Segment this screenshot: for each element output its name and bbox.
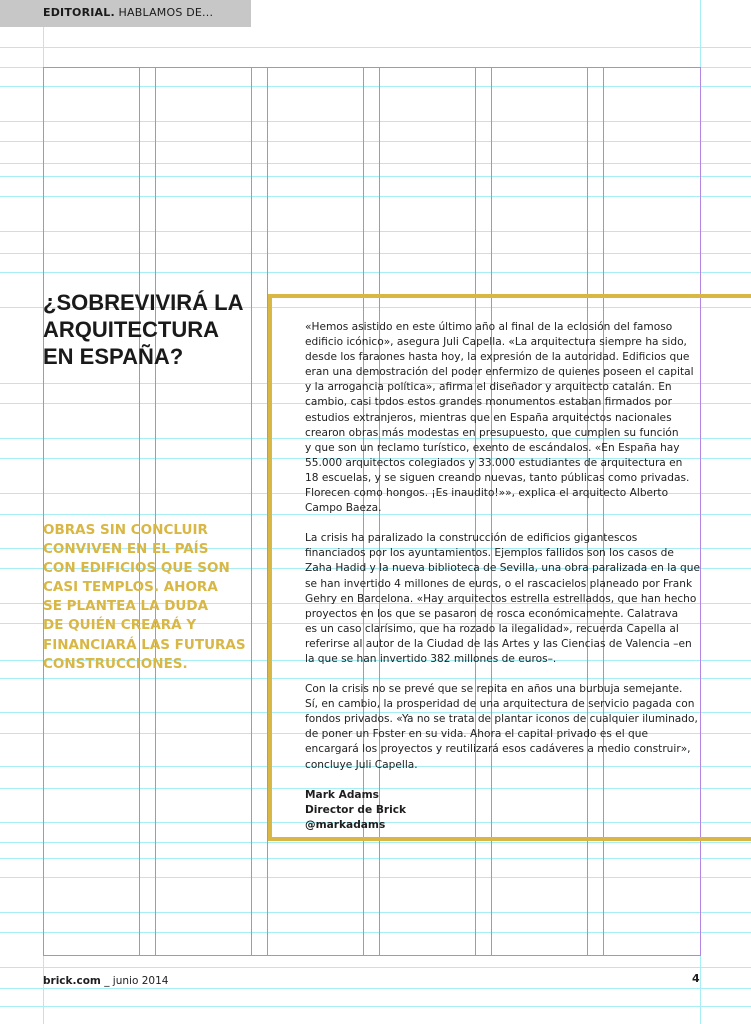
subtitle-line: OBRAS SIN CONCLUIR: [43, 522, 208, 538]
article-body: [305, 320, 750, 833]
subtitle-line: FINANCIARÁ LAS FUTURAS: [43, 636, 246, 653]
title-line: ¿SOBREVIVIRÁ LA: [43, 290, 244, 315]
footer-site: brick.com: [43, 975, 101, 987]
body-line: fondos privados. «Ya no se trata de plantar iconos de cualquier iluminado,: [305, 713, 698, 726]
subtitle-line: DE QUIÉN CREARÁ Y: [43, 617, 197, 634]
article-subtitle: [43, 521, 258, 674]
body-line: Zaha Hadid y la nueva biblioteca de Sevilla, una obra paralizada en la que: [305, 562, 700, 575]
author-name: Mark Adams: [305, 788, 379, 801]
author-signature: [305, 788, 750, 833]
subtitle-line: CON EDIFICIOS QUE SON: [43, 560, 230, 577]
body-line: y que son un reclamo turístico, exento de escándalos. «En España hay: [305, 441, 680, 454]
section-label: EDITORIAL.: [43, 6, 115, 19]
body-line: proyectos en los que se pasaron de rosca económicamente. Calatrava: [305, 607, 679, 620]
page-number: 4: [692, 972, 700, 985]
footer-date: _ junio 2014: [100, 975, 169, 987]
section-header: [0, 0, 251, 27]
body-line: encargará los proyectos y reutilizará esos cadáveres a medio construir»,: [305, 743, 691, 756]
article-title: [43, 289, 263, 370]
body-line: se han invertido 4 millones de euros, o el rascacielos planeado por Frank: [305, 577, 693, 590]
body-line: financiados por los ayuntamientos. Ejemplos fallidos son los casos de: [305, 547, 674, 560]
body-line: desde los faraones hasta hoy, la expresión de la autoridad. Edificios que: [305, 351, 690, 364]
subtitle-line: CONSTRUCCIONES.: [43, 655, 188, 672]
body-line: Gehry en Barcelona. «Hay arquitectos estrella estrellados, que han hecho: [305, 592, 697, 605]
subtitle-line: CONVIVEN EN EL PAÍS: [43, 541, 209, 558]
paragraph-1: [305, 320, 750, 516]
body-line: de poner un Foster en su vida. Ahora el capital privado es el que: [305, 728, 649, 741]
author-role: Director de Brick: [305, 803, 407, 816]
body-line: y la arrogancia política», afirma el diseñador y arquitecto catalán. En: [305, 381, 672, 394]
body-line: referirse al autor de la Ciudad de las Artes y las Ciencias de Valencia –en: [305, 637, 692, 650]
body-line: cambio, casi todos estos grandes monumentos estaban firmados por: [305, 396, 672, 409]
body-line: «Hemos asistido en este último año al final de la eclosión del famoso: [305, 321, 673, 333]
page-footer: [43, 975, 168, 987]
body-line: 55.000 arquitectos colegiados y 33.000 estudiantes de arquitectura en: [305, 456, 683, 469]
body-line: Con la crisis no se prevé que se repita en años una burbuja semejante.: [305, 683, 683, 696]
body-line: Sí, en cambio, la prosperidad de una arquitectura de servicio pagada con: [305, 698, 695, 711]
subtitle-line: SE PLANTEA LA DUDA: [43, 598, 209, 615]
body-line: la que se han invertido 382 millones de euros–.: [305, 652, 557, 665]
body-line: edificio icónico», asegura Juli Capella. «La arquitectura siempre ha sido,: [305, 336, 687, 349]
author-handle: @markadams: [305, 818, 386, 831]
body-line: La crisis ha paralizado la construcción de edificios gigantescos: [305, 532, 638, 545]
body-line: eran una demostración del poder enfermizo de quienes poseen el capital: [305, 366, 694, 379]
section-sublabel: HABLAMOS DE...: [114, 6, 214, 19]
body-line: Florecen como hongos. ¡Es inaudito!»», explica el arquitecto Alberto: [305, 487, 669, 500]
paragraph-3: [305, 682, 750, 773]
body-line: es un caso clarísimo, que ha rozado la ilegalidad», recuerda Capella al: [305, 622, 679, 635]
paragraph-2: [305, 531, 750, 667]
body-line: concluye Juli Capella.: [305, 758, 418, 771]
body-line: 18 escuelas, y se siguen creando nuevas, tanto públicas como privadas.: [305, 471, 690, 484]
body-line: Campo Baeza.: [305, 502, 382, 515]
title-line: ARQUITECTURA: [43, 317, 219, 342]
body-line: crearon obras más modestas en presupuesto, que cumplen su función: [305, 426, 679, 439]
title-line: EN ESPAÑA?: [43, 344, 184, 369]
subtitle-line: CASI TEMPLOS. AHORA: [43, 579, 218, 596]
body-line: estudios extranjeros, mientras que en España arquitectos nacionales: [305, 411, 672, 424]
